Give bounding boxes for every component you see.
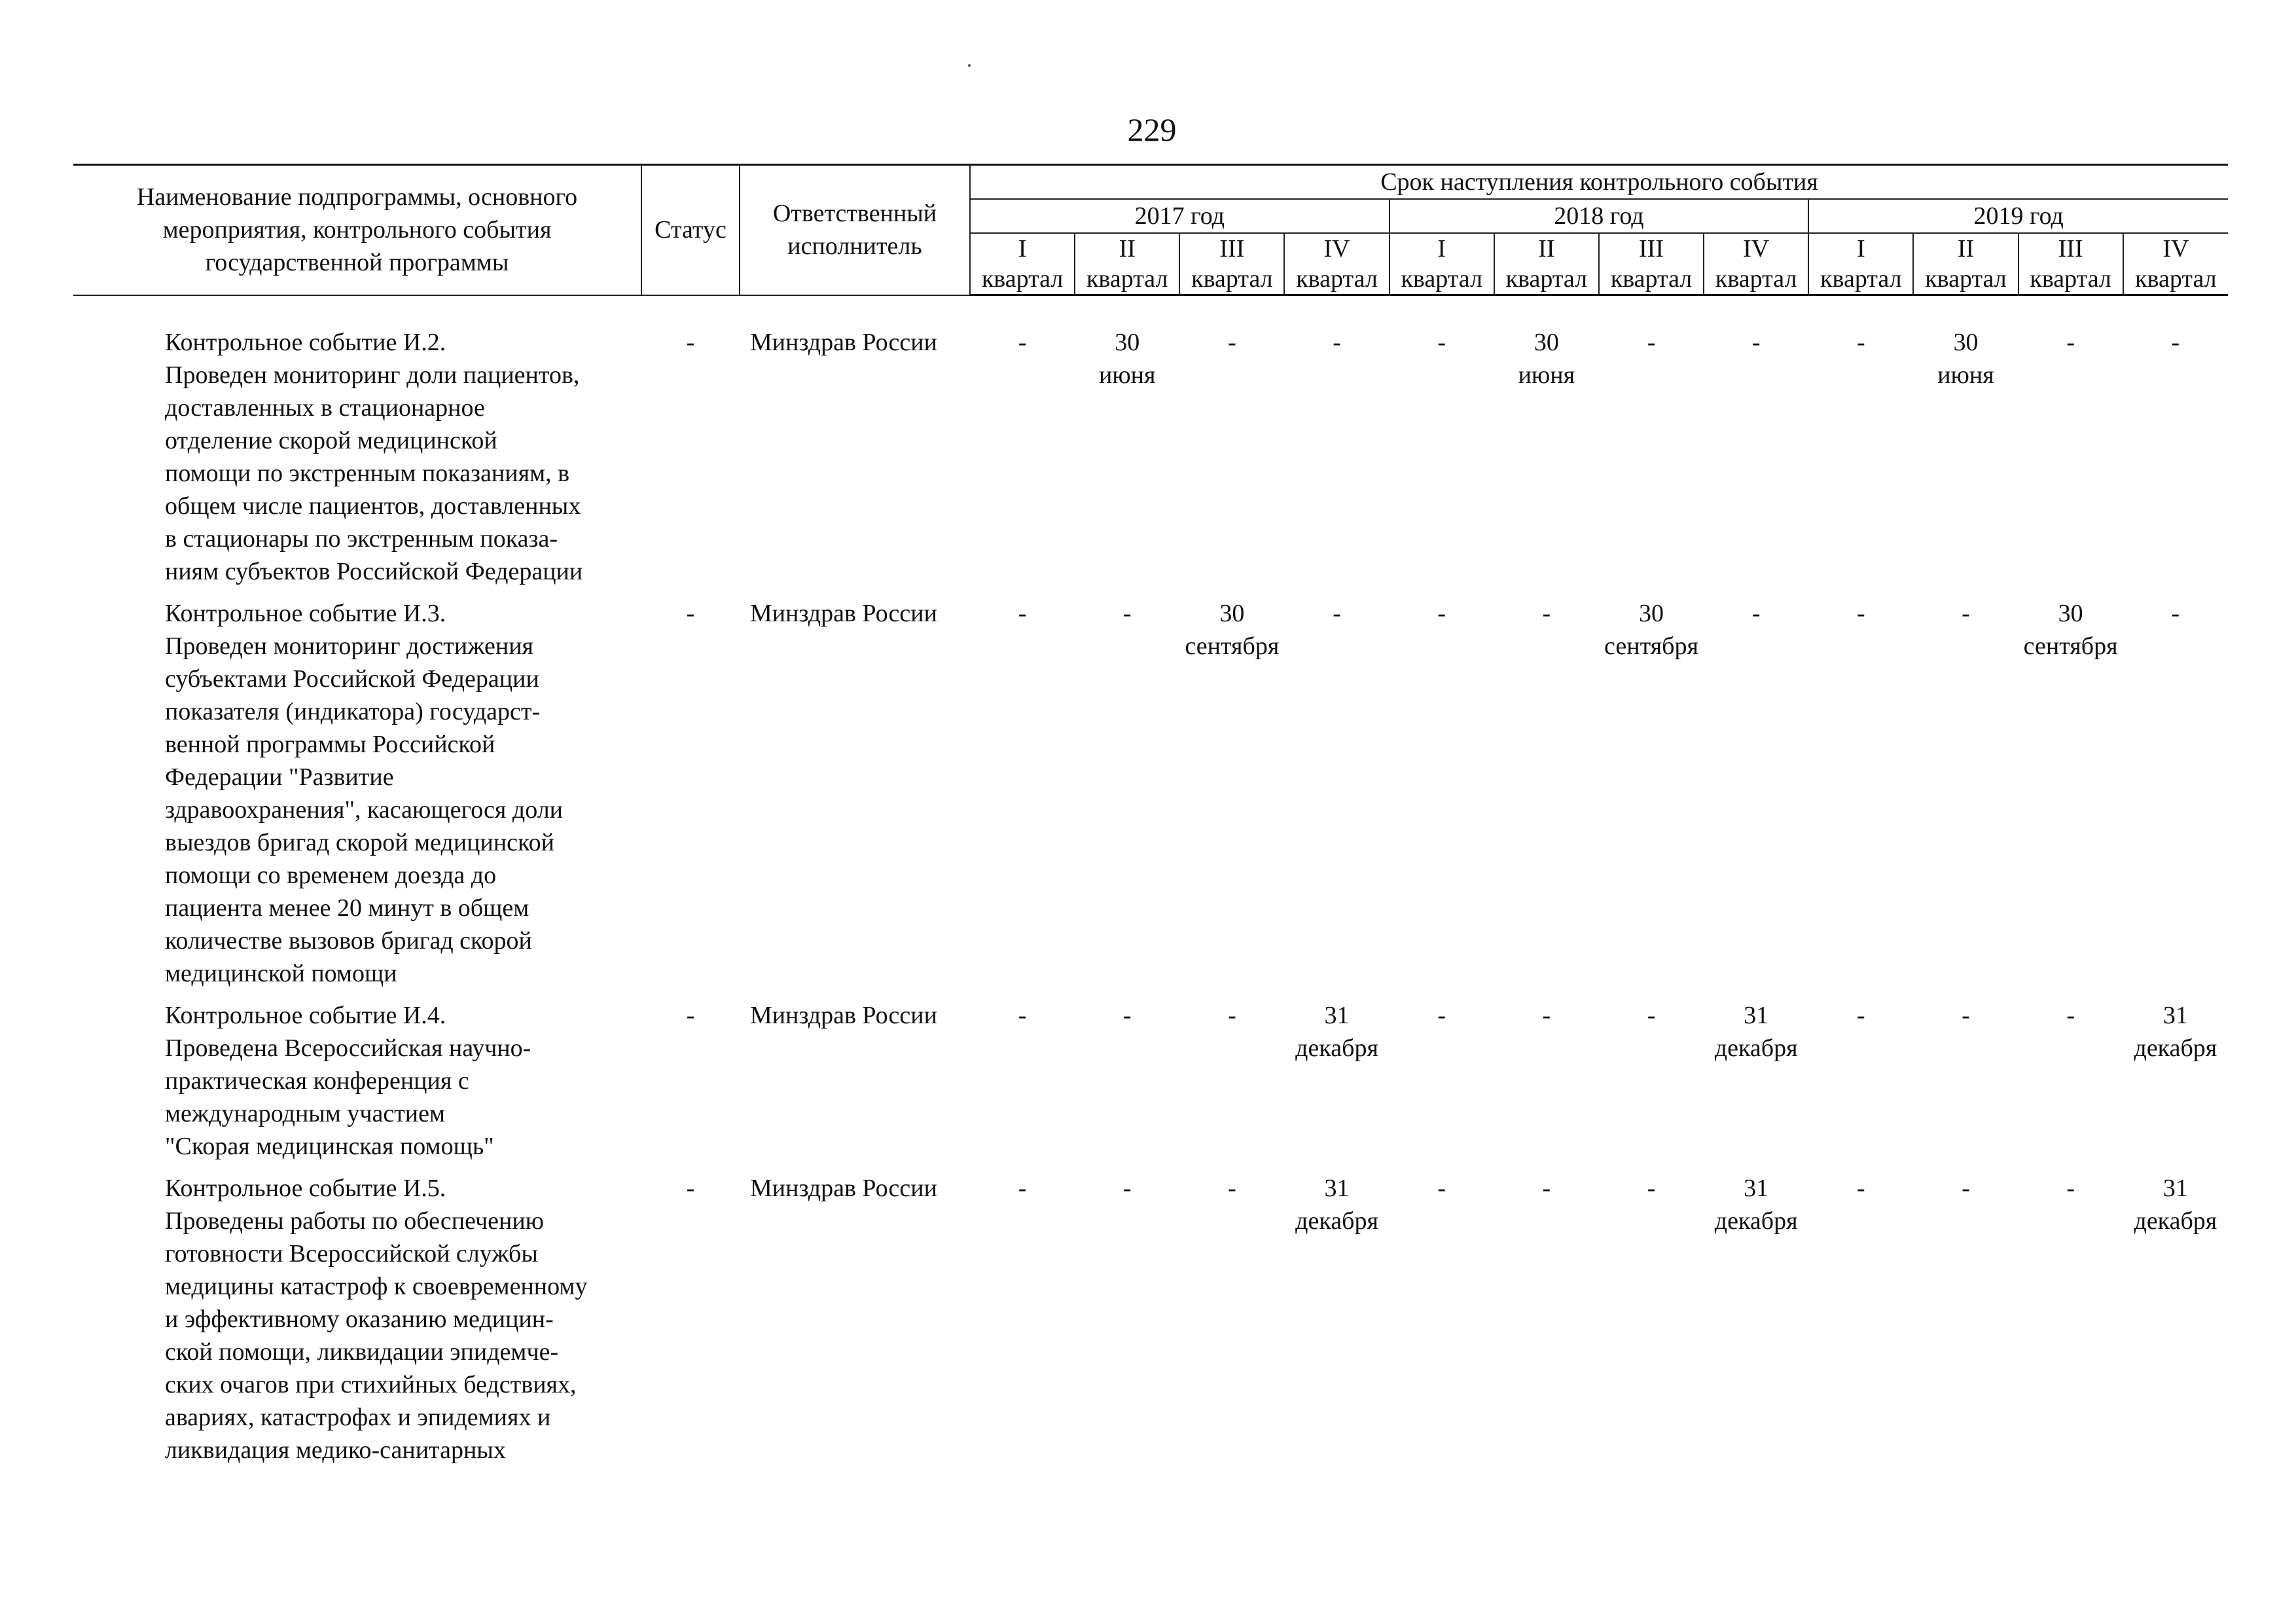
year-2019-header: 2019 год: [1808, 199, 2228, 233]
quarter-numeral: I: [1857, 235, 1865, 263]
status-column-header: Статус: [641, 165, 740, 295]
deadline-group-header: Срок наступления контрольного события: [970, 165, 2228, 200]
quarter-cell: -: [2066, 1175, 2075, 1202]
quarter-cell: 31 декабря: [2134, 1002, 2217, 1062]
quarter-cell: -: [1542, 1175, 1551, 1202]
quarter-header-1-3: [1179, 233, 1284, 295]
quarter-cell: -: [2171, 600, 2180, 627]
quarter-cell: -: [1437, 1175, 1446, 1202]
control-events-table: [73, 164, 2228, 1476]
quarter-cell: -: [1228, 329, 1236, 356]
quarter-cell: -: [1437, 600, 1446, 627]
event-name-cell: Контрольное событие И.5. Проведены работы по обеспечению готовности Всероссийской службы медицины катастроф к своевременному и эффективному оказанию медицин- ской помощи, ликвидации эпидемче- ских очагов при стихийных бедствиях, авариях, катастрофах и эпидемиях и ликвидация медико-санитарных: [165, 1175, 588, 1464]
quarter-cell: 30 июня: [1937, 329, 1994, 389]
quarter-cell: 31 декабря: [1714, 1175, 1798, 1235]
table-row: [73, 326, 2228, 597]
quarter-cell: 30 сентября: [1185, 600, 1280, 660]
quarter-cell: -: [1333, 600, 1341, 627]
quarter-word: квартал: [1820, 265, 1902, 293]
quarter-numeral: II: [1538, 235, 1555, 263]
executor-cell: Минздрав России: [750, 600, 937, 627]
quarter-cell: 30 июня: [1518, 329, 1575, 389]
quarter-cell: -: [1542, 600, 1551, 627]
quarter-header-2-3: [1599, 233, 1704, 295]
quarter-cell: 31 декабря: [2134, 1175, 2217, 1235]
quarter-header-1-4: [1284, 233, 1389, 295]
quarter-numeral: I: [1018, 235, 1027, 263]
executor-column-header: Ответственный исполнитель: [740, 165, 970, 295]
quarter-cell: -: [1962, 1002, 1970, 1029]
quarter-word: квартал: [1296, 265, 1378, 293]
quarter-cell: -: [1018, 329, 1027, 356]
quarter-header-3-4: [2123, 233, 2228, 295]
year-2017-header: 2017 год: [970, 199, 1390, 233]
quarter-cell: -: [2171, 329, 2180, 356]
quarter-cell: -: [1962, 1175, 1970, 1202]
table-header: [73, 165, 2228, 295]
year-2018-header: 2018 год: [1390, 199, 1809, 233]
quarter-cell: 31 декабря: [1714, 1002, 1798, 1062]
quarter-cell: 31 декабря: [1295, 1002, 1378, 1062]
quarter-cell: 31 декабря: [1295, 1175, 1378, 1235]
status-cell: -: [686, 329, 695, 356]
quarter-header-3-2: [1913, 233, 2018, 295]
status-cell: -: [686, 600, 695, 627]
page-number: 229: [1127, 111, 1177, 148]
quarter-cell: 30 сентября: [1604, 600, 1698, 660]
status-cell: -: [686, 1002, 695, 1029]
event-name-cell: Контрольное событие И.3. Проведен мониторинг достижения субъектами Российской Федерации показателя (индикатора) государст- венной программы Российской Федерации "Развитие здравоохранения", касающегося доли выездов бригад скорой медицинской помощи со временем доезда до пациента менее 20 минут в общем количестве вызовов бригад скорой медицинской помощи: [165, 600, 564, 987]
quarter-numeral: IV: [2162, 235, 2189, 263]
quarter-numeral: I: [1437, 235, 1446, 263]
quarter-header-2-4: [1704, 233, 1808, 295]
quarter-cell: -: [1228, 1175, 1236, 1202]
quarter-cell: -: [1857, 600, 1865, 627]
quarter-cell: -: [1647, 1175, 1656, 1202]
quarter-cell: -: [1018, 1002, 1027, 1029]
quarter-cell: -: [2066, 329, 2075, 356]
executor-cell: Минздрав России: [750, 329, 937, 356]
table-row: [73, 597, 2228, 999]
quarter-numeral: IV: [1743, 235, 1770, 263]
quarter-word: квартал: [1191, 265, 1273, 293]
quarter-cell: -: [1857, 1175, 1865, 1202]
executor-cell: Минздрав России: [750, 1002, 937, 1029]
quarter-word: квартал: [1715, 265, 1797, 293]
quarter-cell: 30 сентября: [2023, 600, 2118, 660]
quarter-word: квартал: [1925, 265, 2007, 293]
quarter-cell: -: [1647, 329, 1656, 356]
quarter-word: квартал: [981, 265, 1064, 293]
quarter-cell: -: [1333, 329, 1341, 356]
quarter-cell: -: [1437, 329, 1446, 356]
quarter-header-1-1: [970, 233, 1075, 295]
table-row: [73, 999, 2228, 1172]
quarter-header-3-3: [2018, 233, 2123, 295]
table-body: [73, 295, 2228, 1476]
quarter-numeral: III: [2058, 235, 2083, 263]
quarter-cell: -: [1122, 600, 1132, 627]
quarter-word: квартал: [1086, 265, 1168, 293]
quarter-cell: -: [1857, 1002, 1865, 1029]
event-name-cell: Контрольное событие И.2. Проведен мониторинг доли пациентов, доставленных в стационарное отделение скорой медицинской помощи по экстренным показаниям, в общем числе пациентов, доставленных в стационары по экстренным показа- ниям субъектов Российской Федерации: [165, 329, 583, 585]
quarter-cell: -: [1122, 1175, 1132, 1202]
quarter-word: квартал: [2030, 265, 2111, 293]
quarter-cell: -: [1962, 600, 1970, 627]
quarter-cell: -: [1018, 1175, 1027, 1202]
event-name-cell: Контрольное событие И.4. Проведена Всероссийская научно- практическая конференция с международным участием "Скорая медицинская помощь": [165, 1002, 531, 1160]
name-column-header: Наименование подпрограммы, основного мероприятия, контрольного события государственной программы: [73, 165, 641, 295]
quarter-cell: -: [1647, 1002, 1656, 1029]
quarter-numeral: III: [1219, 235, 1245, 263]
quarter-word: квартал: [2135, 265, 2217, 293]
quarter-cell: -: [1437, 1002, 1446, 1029]
quarter-cell: -: [1751, 600, 1761, 627]
quarter-word: квартал: [1505, 265, 1588, 293]
quarter-header-2-1: [1390, 233, 1494, 295]
quarter-numeral: II: [1957, 235, 1975, 263]
quarter-numeral: III: [1639, 235, 1664, 263]
quarter-cell: -: [1542, 1002, 1551, 1029]
quarter-header-1-2: [1075, 233, 1179, 295]
quarter-cell: -: [1857, 329, 1865, 356]
quarter-header-3-1: [1808, 233, 1913, 295]
quarter-header-2-2: [1494, 233, 1599, 295]
status-cell: -: [686, 1175, 695, 1202]
quarter-numeral: II: [1119, 235, 1136, 263]
quarter-cell: -: [1751, 329, 1761, 356]
executor-cell: Минздрав России: [750, 1175, 937, 1202]
quarter-cell: -: [1018, 600, 1027, 627]
quarter-cell: 30 июня: [1098, 329, 1156, 389]
scan-speck: [968, 64, 971, 67]
quarter-word: квартал: [1401, 265, 1482, 293]
quarter-cell: -: [2066, 1002, 2075, 1029]
quarter-cell: -: [1228, 1002, 1236, 1029]
quarter-word: квартал: [1610, 265, 1693, 293]
table-row: [73, 1172, 2228, 1476]
quarter-numeral: IV: [1323, 235, 1350, 263]
quarter-cell: -: [1122, 1002, 1132, 1029]
